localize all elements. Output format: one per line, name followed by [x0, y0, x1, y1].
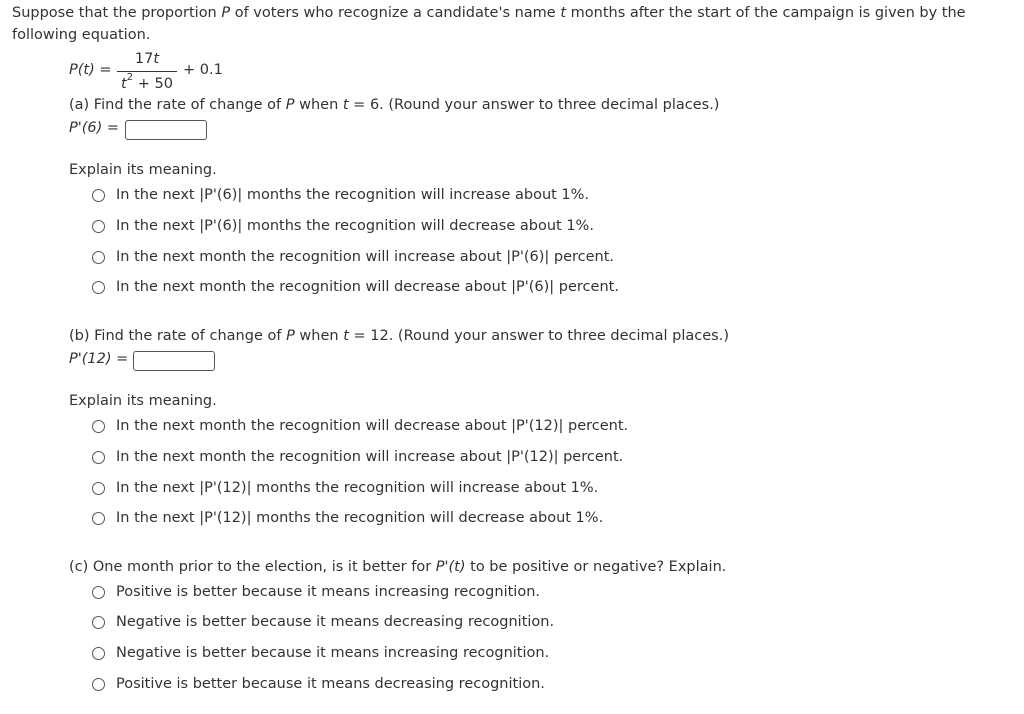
part-c-option-4[interactable] — [92, 673, 545, 695]
equation-tail: + 0.1 — [183, 62, 223, 78]
radio-button-icon[interactable] — [92, 420, 105, 433]
numerator-var: t — [153, 51, 160, 67]
radio-button-icon[interactable] — [92, 616, 105, 629]
option-label: In the next |P'(6)| months the recognition will decrease about 1%. — [116, 218, 594, 234]
option-label: In the next month the recognition will increase about |P'(6)| percent. — [116, 249, 615, 265]
denominator-var: t — [121, 75, 127, 92]
radio-button-icon[interactable] — [92, 678, 105, 691]
part-c-option-1[interactable] — [92, 581, 540, 603]
radio-button-icon[interactable] — [92, 189, 105, 202]
part-a-q-prefix: (a) Find the rate of change of — [69, 97, 286, 113]
intro-var-t: t — [560, 5, 567, 21]
fraction-bar — [117, 71, 177, 72]
part-b-option-3[interactable] — [92, 477, 598, 499]
problem-intro — [12, 2, 1017, 46]
part-b-q-tvar: t — [343, 328, 349, 344]
part-a-option-3[interactable] — [92, 246, 614, 268]
option-label: Negative is better because it means decreasing recognition. — [116, 614, 555, 630]
option-label: In the next month the recognition will increase about |P'(12)| percent. — [116, 449, 624, 465]
part-b-explain-label: Explain its meaning. — [69, 393, 217, 409]
option-label: In the next month the recognition will decrease about |P'(6)| percent. — [116, 279, 619, 295]
part-a-q-tvar: t — [342, 97, 349, 113]
part-b-q-tail: = 12. (Round your answer to three decimal places.) — [348, 328, 730, 344]
part-c-q-tail: to be positive or negative? Explain. — [465, 559, 727, 575]
radio-button-icon[interactable] — [92, 482, 105, 495]
radio-button-icon[interactable] — [92, 220, 105, 233]
denominator-tail: + 50 — [133, 75, 173, 92]
part-b-q-mid: when — [294, 328, 344, 344]
option-label: In the next |P'(12)| months the recognition will decrease about 1%. — [116, 510, 604, 526]
option-label: In the next |P'(12)| months the recognition will increase about 1%. — [116, 480, 599, 496]
part-a-option-4[interactable] — [92, 276, 619, 298]
part-c-question — [69, 559, 726, 575]
part-a-q-tail: = 6. (Round your answer to three decimal places.) — [348, 97, 720, 113]
option-label: Positive is better because it means decreasing recognition. — [116, 676, 545, 692]
part-a-q-mid: when — [294, 97, 343, 113]
radio-button-icon[interactable] — [92, 451, 105, 464]
radio-button-icon[interactable] — [92, 251, 105, 264]
part-c-q-func: P'(t) — [435, 559, 466, 575]
radio-button-icon[interactable] — [92, 512, 105, 525]
part-b-q-prefix: (b) Find the rate of change of — [69, 328, 287, 344]
numerator-coef: 17 — [134, 51, 154, 67]
part-c-option-2[interactable] — [92, 611, 554, 633]
radio-button-icon[interactable] — [92, 586, 105, 599]
intro-text-2: of voters who recognize a candidate's name — [230, 5, 561, 21]
intro-text-1: Suppose that the proportion — [12, 5, 222, 21]
part-b-option-2[interactable] — [92, 446, 623, 468]
part-b-option-4[interactable] — [92, 507, 603, 529]
option-label: Negative is better because it means increasing recognition. — [116, 645, 550, 661]
part-c-q-prefix: (c) One month prior to the election, is it better for — [69, 559, 436, 575]
part-b-question — [69, 328, 729, 344]
radio-button-icon[interactable] — [92, 647, 105, 660]
option-label: Positive is better because it means increasing recognition. — [116, 584, 540, 600]
radio-button-icon[interactable] — [92, 281, 105, 294]
part-a-explain-label: Explain its meaning. — [69, 162, 217, 178]
equation-numerator — [117, 51, 177, 67]
equation-lhs: P(t) = — [69, 62, 112, 78]
part-c-option-3[interactable] — [92, 642, 549, 664]
part-b-answer-input[interactable] — [133, 351, 215, 371]
part-a-option-2[interactable] — [92, 215, 594, 237]
part-a-question — [69, 97, 719, 113]
part-a-option-1[interactable] — [92, 184, 589, 206]
option-label: In the next month the recognition will decrease about |P'(12)| percent. — [116, 418, 629, 434]
part-a-q-var: P — [285, 97, 295, 113]
part-b-option-1[interactable] — [92, 415, 628, 437]
part-a-answer-label: P'(6) = — [69, 120, 120, 136]
intro-var-p: P — [221, 5, 231, 21]
denominator-exponent: 2 — [126, 72, 134, 83]
part-b-answer-label: P'(12) = — [69, 351, 129, 367]
equation-denominator — [117, 74, 177, 92]
intro-text-3: months after the start of the campaign is given by the following equation. — [12, 5, 966, 43]
part-b-q-var: P — [286, 328, 295, 344]
part-a-answer-input[interactable] — [125, 120, 207, 140]
option-label: In the next |P'(6)| months the recognition will increase about 1%. — [116, 187, 590, 203]
